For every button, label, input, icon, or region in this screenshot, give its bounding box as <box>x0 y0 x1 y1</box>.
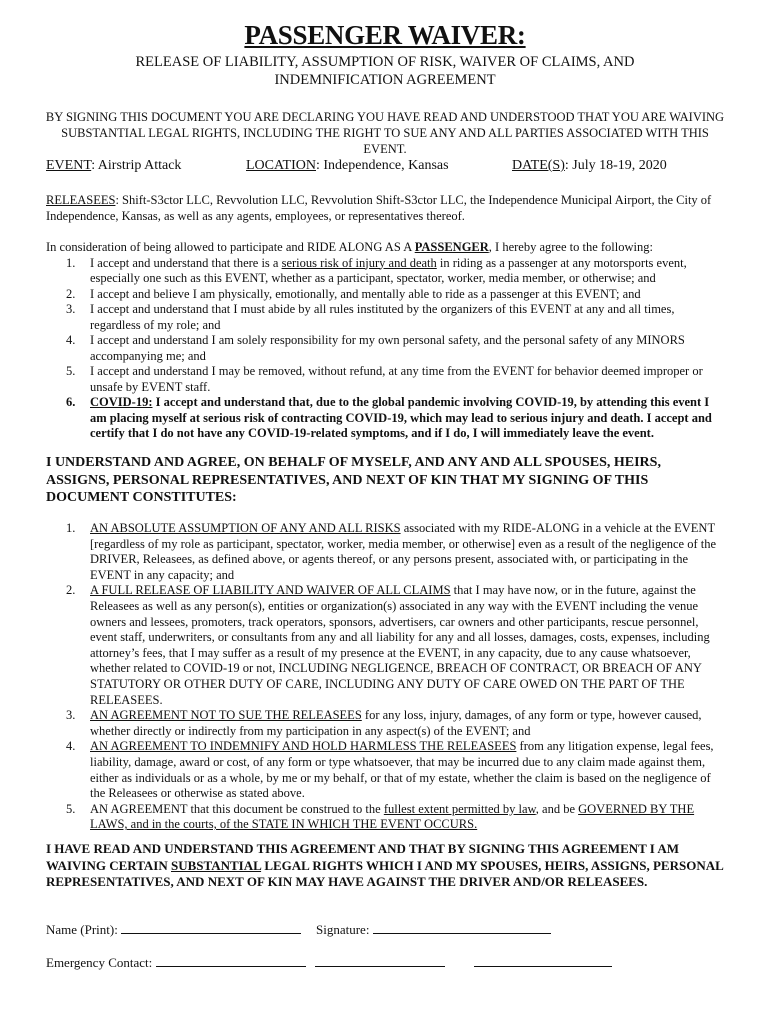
releasees-text: : Shift-S3ctor LLC, Revvolution LLC, Revvolution Shift-S3ctor LLC, the Independence Municipal Airport, the City of Independence, Kansas, as well as any agents, employees, or representatives thereof. <box>46 193 712 223</box>
emergency-contact-line-1[interactable] <box>156 954 306 967</box>
list-item <box>46 287 726 303</box>
constitutes-section <box>46 521 726 833</box>
covid-text: I accept and understand that, due to the global pandemic involving COVID-19, by attending this event I am placing myself at serious risk of contracting COVID-19, which may lead to serious injury and death. I accept and certify that I do not have any COVID-19-related symptoms, and if I do, I will immediately leave the event. <box>90 395 712 440</box>
ack-underlined: SUBSTANTIAL <box>171 857 262 873</box>
item-text: I accept and understand that I must abide by all rules instituted by the organizers of this EVENT at any and all times, regardless of my role; and <box>90 302 675 332</box>
releasees-label: RELEASEES <box>46 193 116 207</box>
emergency-contact-field <box>46 954 612 971</box>
item-text-tail: in riding as a passenger at any motorsports event, especially one such as this EVENT, whether as a participant, spectator, worker, media member, or otherwise; and <box>90 255 687 285</box>
item-text: associated with my RIDE-ALONG in a vehicle at the EVENT [regardless of my role as participant, spectator, worker, media member, or otherwise] even as a result of the negligence of the DRIVER, Releasees, as defined above, or agents thereof, or any persons present, associated with, or participating in the EVENT in any capacity; and <box>90 521 717 582</box>
item-text: I accept and believe I am physically, emotionally, and mentally able to ride as a passenger at this EVENT; and <box>90 286 641 301</box>
item-number: 5. <box>66 364 76 378</box>
consideration-section <box>46 240 726 442</box>
intro-tail: , I hereby agree to the following: <box>488 240 653 254</box>
location-label: LOCATION <box>246 158 316 173</box>
declaration-text: BY SIGNING THIS DOCUMENT YOU ARE DECLARING YOU HAVE READ AND UNDERSTOOD THAT YOU ARE WAIVING SUBSTANTIAL LEGAL RIGHTS, INCLUDING THE RIGHT TO SUE ANY AND ALL PARTIES ASSOCIATED WITH THIS EVENT. <box>45 110 725 156</box>
item-text: from any litigation expense, legal fees, liability, damage, award or cost, of any form or type whatsoever, that may be incurred due to any claim made against them, either as individuals or as a whole, by me or my behalf, or that of my estate, whether the claim is based on the negligence of the Releasees or otherwise as stated above. <box>90 739 714 801</box>
item-underlined-2: GOVERNED BY THE LAWS, and in the courts, of the STATE IN WHICH THE EVENT OCCURS. <box>90 801 695 832</box>
ack-text-tail: LEGAL RIGHTS WHICH I AND MY SPOUSES, HEIRS, ASSIGNS, PERSONAL REPRESENTATIVES, AND NEXT OF KIN MAY HAVE AGAINST THE DRIVER AND/OR RELEASEES. <box>46 857 724 889</box>
item-text: for any loss, injury, damages, of any form or type, however caused, whether directly or indirectly from my participation in any aspect(s) of the EVENT; and <box>90 708 702 738</box>
signature-field <box>316 921 551 938</box>
location-field <box>246 158 449 174</box>
understand-heading: I UNDERSTAND AND AGREE, ON BEHALF OF MYSELF, AND ANY AND ALL SPOUSES, HEIRS, ASSIGNS, PERSONAL REPRESENTATIVES, AND NEXT OF KIN THAT MY SIGNING OF THIS DOCUMENT CONSTITUTES: <box>46 455 661 505</box>
item-underlined: fullest extent permitted by law <box>383 801 536 816</box>
item-text: I accept and understand I am solely responsibility for my own personal safety, and the personal safety of any MINORS accompanying me; and <box>90 333 685 363</box>
passenger-term: PASSENGER <box>414 240 489 254</box>
list-item <box>46 708 726 739</box>
constitutes-list <box>46 521 726 833</box>
signature-line[interactable] <box>373 921 551 934</box>
event-field <box>46 158 181 174</box>
item-underlined: AN AGREEMENT NOT TO SUE THE RELEASEES <box>90 708 362 723</box>
dates-label: DATE(S) <box>512 158 565 173</box>
location-value: : Independence, Kansas <box>316 158 449 173</box>
item-underlined: A FULL RELEASE OF LIABILITY AND WAIVER OF ALL CLAIMS <box>90 583 451 598</box>
item-text: I accept and understand I may be removed, without refund, at any time from the EVENT for behavior deemed improper or unsafe by EVENT staff. <box>90 364 703 394</box>
covid-item <box>46 395 726 442</box>
item-underlined: serious risk of injury and death <box>281 255 437 270</box>
signature-label: Signature: <box>316 922 370 937</box>
item-number: 4. <box>66 333 76 347</box>
list-item <box>46 583 726 708</box>
covid-label: COVID-19: <box>90 395 153 409</box>
list-item <box>46 256 726 287</box>
item-number: 3. <box>66 708 76 723</box>
list-item <box>46 521 726 583</box>
item-number: 3. <box>66 302 76 316</box>
emergency-contact-label: Emergency Contact: <box>46 955 153 970</box>
dates-field <box>512 158 667 174</box>
list-item <box>46 364 726 395</box>
acknowledgement-heading <box>46 841 726 891</box>
item-number: 4. <box>66 739 76 754</box>
list-item <box>46 739 726 801</box>
item-number: 1. <box>66 255 76 270</box>
name-print-line[interactable] <box>121 921 301 934</box>
consideration-list <box>46 256 726 442</box>
item-underlined: AN AGREEMENT TO INDEMNIFY AND HOLD HARMLESS THE RELEASEES <box>90 739 517 754</box>
releasees-paragraph <box>46 192 726 224</box>
name-print-field <box>46 921 301 938</box>
item-number: 2. <box>66 583 76 598</box>
item-text: AN AGREEMENT that this document be construed to the <box>90 801 384 816</box>
consideration-intro <box>46 240 726 256</box>
list-item <box>46 302 726 333</box>
item-text: I accept and understand that there is a <box>90 255 282 270</box>
list-item <box>46 802 726 833</box>
item-number: 6. <box>66 395 76 409</box>
ack-text: I HAVE READ AND UNDERSTAND THIS AGREEMENT AND THAT BY SIGNING THIS AGREEMENT I AM WAIVING CERTAIN <box>46 841 680 873</box>
list-item <box>46 333 726 364</box>
item-number: 1. <box>66 521 76 535</box>
item-number: 2. <box>66 286 76 301</box>
emergency-contact-line-2[interactable] <box>315 954 445 967</box>
dates-value: : July 18-19, 2020 <box>564 158 667 173</box>
subtitle-line-1: RELEASE OF LIABILITY, ASSUMPTION OF RISK, WAIVER OF CLAIMS, AND <box>135 54 635 70</box>
name-print-label: Name (Print): <box>46 922 118 937</box>
subtitle-line-2: INDEMNIFICATION AGREEMENT <box>274 72 496 88</box>
emergency-contact-line-3[interactable] <box>474 954 612 967</box>
item-number: 5. <box>66 801 76 816</box>
item-text-mid: , and be <box>535 801 579 816</box>
intro-text: In consideration of being allowed to participate and RIDE ALONG AS A <box>46 240 415 254</box>
item-underlined: AN ABSOLUTE ASSUMPTION OF ANY AND ALL RISKS <box>90 521 401 535</box>
item-text: that I may have now, or in the future, against the Releasees as well as any person(s), entities or organization(s) associated in any way with the EVENT including the venue owners and lessees, promoters, track operators, sponsors, advertisers, car owners and other participants, rescue personnel, event staff, underwriters, or consultants from any and all liability for any and all losses, damages, costs, expenses, including attorney’s fees, that I may suffer as a result of my presence at the EVENT, in any capacity, due to any cause whatsoever, whether related to COVID-19 or not, INCLUDING NEGLIGENCE, BREACH OF CONTRACT, OR BREACH OF ANY STATUTORY OR OTHER DUTY OF CARE, INCLUDING ANY DUTY OF CARE OWED ON THE PART OF THE RELEASEES. <box>90 583 710 707</box>
document-subtitle <box>60 53 710 89</box>
document-title: PASSENGER WAIVER: <box>244 20 526 50</box>
event-value: : Airstrip Attack <box>91 158 182 173</box>
event-label: EVENT <box>46 158 92 173</box>
